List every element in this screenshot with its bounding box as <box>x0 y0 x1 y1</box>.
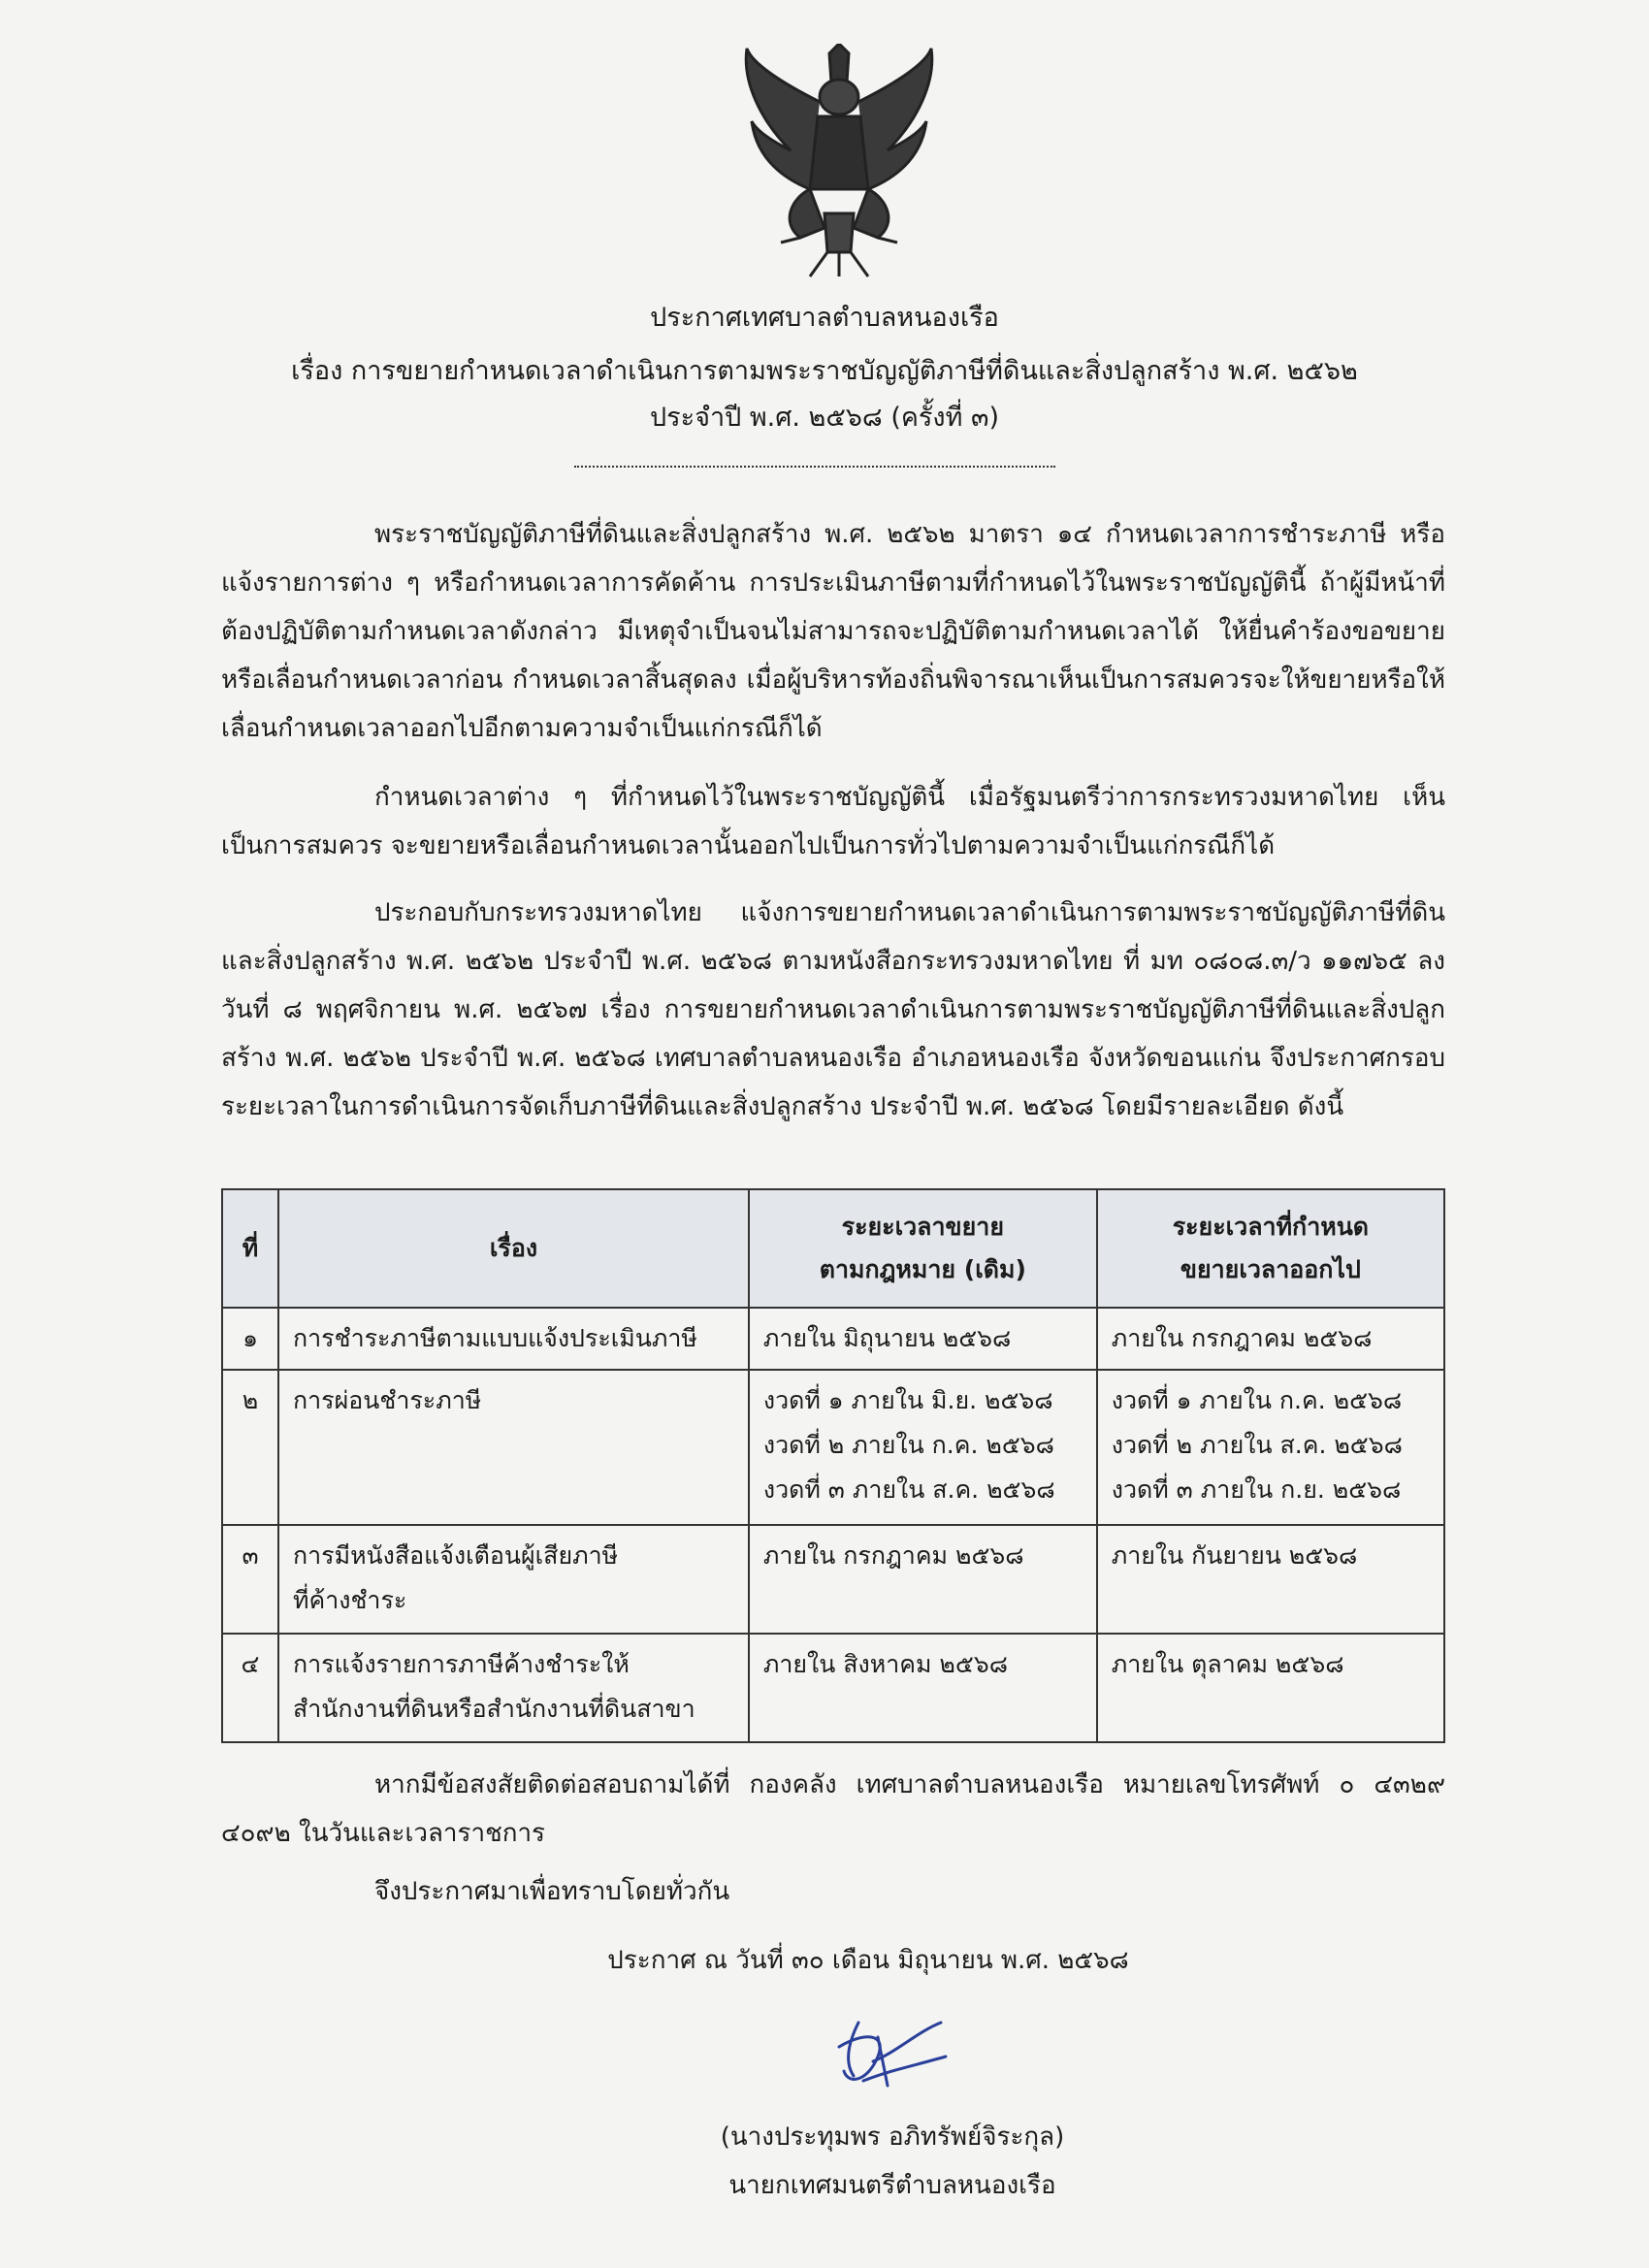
row-extended-line-1: ภายใน ตุลาคม ๒๕๖๘ <box>1111 1650 1344 1678</box>
header-extended <box>1097 1189 1444 1308</box>
row-original-line-3: งวดที่ ๓ ภายใน ส.ค. ๒๕๖๘ <box>762 1475 1055 1504</box>
row-extended <box>1097 1525 1444 1634</box>
paragraph-1-text: พระราชบัญญัติภาษีที่ดินและสิ่งปลูกสร้าง พ.ศ. ๒๕๖๒ มาตรา ๑๔ กำหนดเวลาการชำระภาษี หรือแจ้งรายการต่าง ๆ หรือกำหนดเวลาการคัดค้าน การประเมินภาษีตามที่กำหนดไว้ในพระราชบัญญัตินี้ ถ้าผู้มีหน้าที่ต้องปฏิบัติตามกำหนดเวลาดังกล่าว มีเหตุจำเป็นจนไม่สามารถจะปฏิบัติตามกำหนดเวลาได้ ให้ยื่นคำร้องขอขยายหรือเลื่อนกำหนดเวลาก่อน กำหนดเวลาสิ้นสุดลง เมื่อผู้บริหารท้องถิ่นพิจารณาเห็นเป็นการสมควรจะให้ขยายหรือให้เลื่อนกำหนดเวลาออกไปอีกตามความจำเป็นแก่กรณีก็ได้ <box>221 520 1445 743</box>
paragraph-2 <box>221 773 1445 870</box>
signatory-position: นายกเทศมนตรีตำบลหนองเรือ <box>728 2171 1056 2200</box>
row-original <box>749 1370 1097 1525</box>
signatory-name: (นางประทุมพร อภิทรัพย์จิระกุล) <box>720 2122 1065 2152</box>
header-original <box>749 1189 1097 1308</box>
paragraph-5: จึงประกาศมาเพื่อทราบโดยทั่วกัน <box>374 1877 730 1906</box>
announcement-year: ประจำปี พ.ศ. ๒๕๖๘ (ครั้งที่ ๓) <box>650 403 999 433</box>
row-extended <box>1097 1634 1444 1742</box>
row-extended-line-2: งวดที่ ๒ ภายใน ส.ค. ๒๕๖๘ <box>1111 1431 1403 1459</box>
table-header-row <box>222 1189 1444 1308</box>
row-subject <box>278 1308 749 1370</box>
row-original-line-1: ภายใน กรกฎาคม ๒๕๖๘ <box>762 1541 1024 1570</box>
row-subject <box>278 1525 749 1634</box>
dotted-divider <box>574 466 1055 468</box>
announcement-title: ประกาศเทศบาลตำบลหนองเรือ <box>650 303 999 333</box>
row-subject <box>278 1370 749 1525</box>
handwritten-signature-icon <box>820 2003 955 2110</box>
table-row <box>222 1370 1444 1525</box>
row-extended-line-1: งวดที่ ๑ ภายใน ก.ค. ๒๕๖๘ <box>1111 1386 1403 1414</box>
header-original-line-2: ตามกฎหมาย (เดิม) <box>819 1255 1026 1283</box>
paragraph-1 <box>221 510 1445 753</box>
paragraph-4 <box>221 1761 1445 1858</box>
header-extended-line-2: ขยายเวลาออกไป <box>1180 1255 1361 1283</box>
row-extended <box>1097 1308 1444 1370</box>
row-extended-line-1: ภายใน กันยายน ๒๕๖๘ <box>1111 1541 1358 1570</box>
row-subject-line-1: การแจ้งรายการภาษีค้างชำระให้ <box>293 1650 630 1678</box>
row-original-line-1: ภายใน มิถุนายน ๒๕๖๘ <box>762 1324 1012 1352</box>
row-original-line-2: งวดที่ ๒ ภายใน ก.ค. ๒๕๖๘ <box>762 1431 1054 1459</box>
header-subject: เรื่อง <box>278 1189 749 1308</box>
announcement-subject: เรื่อง การขยายกำหนดเวลาดำเนินการตามพระราชบัญญัติภาษีที่ดินและสิ่งปลูกสร้าง พ.ศ. ๒๕๖๒ <box>291 356 1358 386</box>
header-original-line-1: ระยะเวลาขยาย <box>841 1213 1004 1241</box>
row-no: ๑ <box>222 1308 278 1370</box>
table-row <box>222 1634 1444 1742</box>
garuda-emblem-icon <box>732 44 946 281</box>
row-extended-line-3: งวดที่ ๓ ภายใน ก.ย. ๒๕๖๘ <box>1111 1475 1402 1504</box>
paragraph-2-text: กำหนดเวลาต่าง ๆ ที่กำหนดไว้ในพระราชบัญญัตินี้ เมื่อรัฐมนตรีว่าการกระทรวงมหาดไทย เห็นเป็นการสมควร จะขยายหรือเลื่อนกำหนดเวลานั้นออกไปเป็นการทั่วไปตามความจำเป็นแก่กรณีก็ได้ <box>221 783 1445 860</box>
table-row <box>222 1525 1444 1634</box>
row-extended-line-1: ภายใน กรกฎาคม ๒๕๖๘ <box>1111 1324 1373 1352</box>
row-no: ๓ <box>222 1525 278 1634</box>
paragraph-4-text: หากมีข้อสงสัยติดต่อสอบถามได้ที่ กองคลัง เทศบาลตำบลหนองเรือ หมายเลขโทรศัพท์ ๐ ๔๓๒๙ ๔๐๙๒ ในวันและเวลาราชการ <box>221 1770 1445 1848</box>
announcement-date: ประกาศ ณ วันที่ ๓๐ เดือน มิถุนายน พ.ศ. ๒๕๖๘ <box>607 1946 1129 1975</box>
table-row <box>222 1308 1444 1370</box>
row-original-line-1: งวดที่ ๑ ภายใน มิ.ย. ๒๕๖๘ <box>762 1386 1053 1414</box>
row-original <box>749 1634 1097 1742</box>
paragraph-3-text: ประกอบกับกระทรวงมหาดไทย แจ้งการขยายกำหนดเวลาดำเนินการตามพระราชบัญญัติภาษีที่ดินและสิ่งปลูกสร้าง พ.ศ. ๒๕๖๒ ประจำปี พ.ศ. ๒๕๖๘ ตามหนังสือกระทรวงมหาดไทย ที่ มท ๐๘๐๘.๓/ว ๑๑๗๖๕ ลงวันที่ ๘ พฤศจิกายน พ.ศ. ๒๕๖๗ เรื่อง การขยายกำหนดเวลาดำเนินการตามพระราชบัญญัติภาษีที่ดินและสิ่งปลูกสร้าง พ.ศ. ๒๕๖๒ ประจำปี พ.ศ. ๒๕๖๘ เทศบาลตำบลหนองเรือ อำเภอหนองเรือ จังหวัดขอนแก่น จึงประกาศกรอบระยะเวลาในการดำเนินการจัดเก็บภาษีที่ดินและสิ่งปลูกสร้าง ประจำปี พ.ศ. ๒๕๖๘ โดยมีรายละเอียด ดังนี้ <box>221 898 1445 1121</box>
row-subject <box>278 1634 749 1742</box>
row-original <box>749 1525 1097 1634</box>
row-no: ๔ <box>222 1634 278 1742</box>
paragraph-3 <box>221 889 1445 1131</box>
row-subject-line-2: สำนักงานที่ดินหรือสำนักงานที่ดินสาขา <box>293 1695 695 1723</box>
row-subject-line-1: การมีหนังสือแจ้งเตือนผู้เสียภาษี <box>293 1541 619 1570</box>
row-subject-line-1: การชำระภาษีตามแบบแจ้งประเมินภาษี <box>293 1324 697 1352</box>
row-extended <box>1097 1370 1444 1525</box>
header-extended-line-1: ระยะเวลาที่กำหนด <box>1172 1213 1370 1241</box>
row-subject-line-2: ที่ค้างชำระ <box>293 1586 407 1614</box>
row-subject-line-1: การผ่อนชำระภาษี <box>293 1386 482 1414</box>
header-no: ที่ <box>222 1189 278 1308</box>
row-no: ๒ <box>222 1370 278 1525</box>
row-original-line-1: ภายใน สิงหาคม ๒๕๖๘ <box>762 1650 1008 1678</box>
row-original <box>749 1308 1097 1370</box>
schedule-table <box>221 1188 1445 1743</box>
